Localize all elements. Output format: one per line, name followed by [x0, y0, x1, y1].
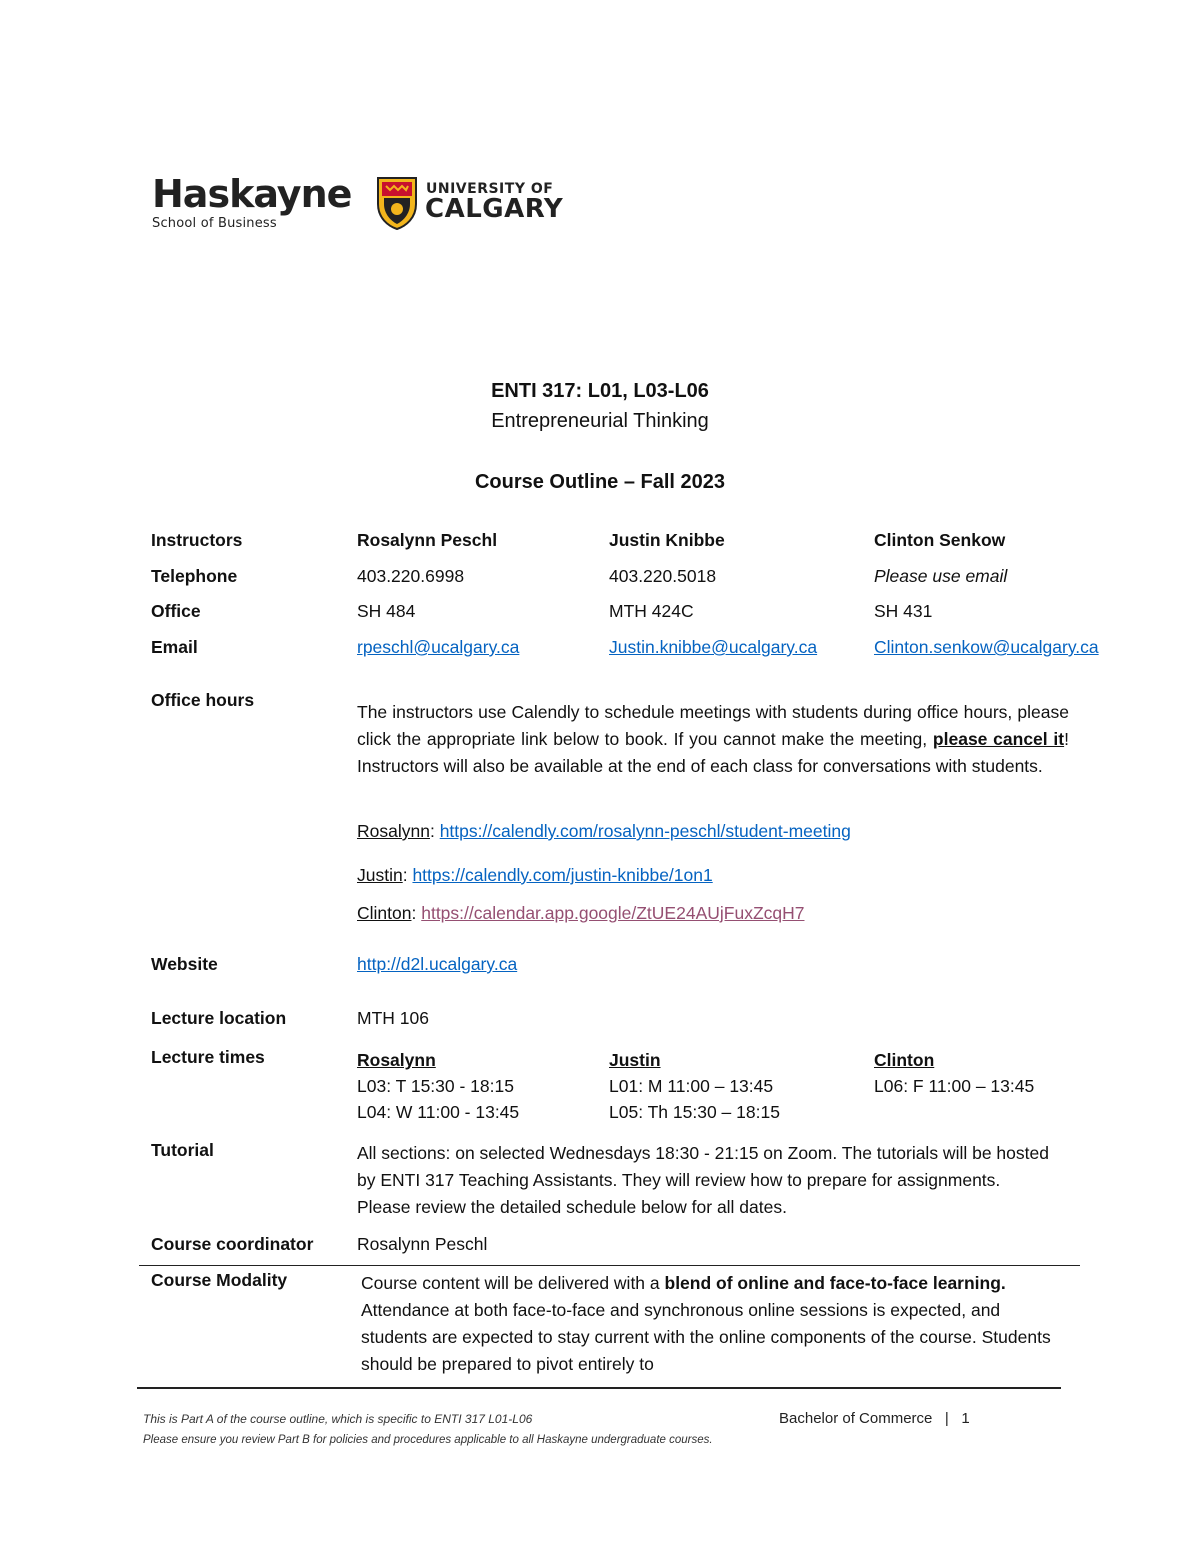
telephone-value: 403.220.5018 — [609, 566, 717, 586]
email-link[interactable]: Clinton.senkow@ucalgary.ca — [874, 637, 1099, 657]
uofc-line2: CALGARY — [425, 194, 564, 224]
course-coordinator-value: Rosalynn Peschl — [357, 1234, 488, 1254]
course-code: ENTI 317: L01, L03-L06 — [491, 380, 709, 402]
instructors-label: Instructors — [151, 530, 243, 550]
footer-page-info — [779, 1410, 970, 1427]
telephone-value: Please use email — [874, 566, 1008, 586]
title-block — [0, 376, 1200, 497]
lecture-slot: L04: W 11:00 - 13:45 — [357, 1102, 520, 1122]
university-of-calgary-logo — [376, 176, 586, 236]
website-link[interactable]: http://d2l.ucalgary.ca — [357, 954, 518, 974]
uofc-line1: UNIVERSITY OF — [426, 181, 554, 197]
instructor-name: Clinton Senkow — [874, 530, 1006, 550]
lecture-times-col — [609, 1047, 780, 1125]
calendly-link[interactable]: https://calendly.com/justin-knibbe/1on1 — [412, 865, 713, 885]
lecture-times-label: Lecture times — [151, 1047, 265, 1067]
office-label: Office — [151, 601, 201, 621]
haskayne-logo — [152, 172, 351, 231]
tutorial-text: All sections: on selected Wednesdays 18:30 - 21:15 on Zoom. The tutorials will be hosted by ENTI 317 Teaching Assistants. They will review how to prepare for assignments. Please review the detailed schedule below for all dates. — [357, 1143, 1049, 1217]
office-hours-label: Office hours — [151, 690, 255, 710]
link-name: Justin — [357, 865, 403, 885]
outline-title: Course Outline – Fall 2023 — [474, 471, 726, 493]
email-link[interactable]: rpeschl@ucalgary.ca — [357, 637, 520, 657]
course-coordinator-label: Course coordinator — [151, 1234, 314, 1254]
telephone-value: 403.220.6998 — [357, 566, 465, 586]
footer-note: Please ensure you review Part B for policies and procedures applicable to all Haskayne undergraduate courses. — [143, 1434, 713, 1446]
link-name: Rosalynn — [357, 821, 430, 841]
haskayne-wordmark: Haskayne — [152, 172, 352, 216]
office-hours-paragraph — [357, 699, 1069, 780]
instructor-name: Justin Knibbe — [609, 530, 725, 550]
google-calendar-link[interactable]: https://calendar.app.google/ZtUE24AUjFuxZcqH7 — [421, 903, 805, 923]
office-hours-text: The instructors use Calendly to schedule meetings with students during office hours, please click the appropriate link below to book. If you cannot make the meeting, — [357, 702, 1069, 749]
office-value: MTH 424C — [609, 601, 694, 621]
course-name: Entrepreneurial Thinking — [491, 410, 709, 432]
lecture-slot: L01: M 11:00 – 13:45 — [609, 1076, 774, 1096]
footer-note: This is Part A of the course outline, which is specific to ENTI 317 L01-L06 — [143, 1412, 533, 1426]
email-label: Email — [151, 637, 198, 657]
haskayne-subtitle: School of Business — [152, 216, 277, 231]
footer-separator: | — [944, 1410, 949, 1427]
cancel-emphasis: please cancel it — [932, 729, 1065, 749]
telephone-label: Telephone — [151, 566, 238, 586]
page-number: 1 — [961, 1410, 970, 1427]
lecture-instructor: Rosalynn — [357, 1050, 436, 1070]
link-name: Clinton — [357, 903, 412, 923]
crest-icon — [376, 176, 418, 230]
lecture-location-value: MTH 106 — [357, 1008, 429, 1028]
lecture-times-col — [357, 1047, 519, 1125]
table-divider — [139, 1265, 1080, 1266]
office-hours-text: ! Instructors will also be available at the end of each class for conversations with students. — [357, 729, 1069, 776]
modality-text: Course content will be delivered with a — [361, 1273, 665, 1293]
office-value: SH 484 — [357, 601, 416, 621]
lecture-slot: L03: T 15:30 - 18:15 — [357, 1076, 514, 1096]
header-logos — [152, 172, 582, 242]
footer-divider — [137, 1387, 1061, 1389]
email-link[interactable]: Justin.knibbe@ucalgary.ca — [609, 637, 818, 657]
lecture-slot: L06: F 11:00 – 13:45 — [874, 1076, 1035, 1096]
program-name: Bachelor of Commerce — [779, 1410, 933, 1427]
course-modality-label: Course Modality — [151, 1270, 288, 1290]
course-modality-text — [361, 1270, 1051, 1378]
modality-text: Attendance at both face-to-face and synchronous online sessions is expected, and students are expected to stay current with the online components of the course. Students should be prepared to pivot entirely to — [361, 1300, 1051, 1374]
tutorial-label: Tutorial — [151, 1140, 214, 1160]
lecture-instructor: Clinton — [874, 1050, 935, 1070]
website-label: Website — [151, 954, 218, 974]
modality-emphasis: blend of online and face-to-face learning. — [664, 1273, 1006, 1293]
office-value: SH 431 — [874, 601, 933, 621]
lecture-slot: L05: Th 15:30 – 18:15 — [609, 1102, 780, 1122]
calendly-link[interactable]: https://calendly.com/rosalynn-peschl/student-meeting — [439, 821, 851, 841]
lecture-times-col — [874, 1047, 1034, 1099]
lecture-location-label: Lecture location — [151, 1008, 287, 1028]
instructor-name: Rosalynn Peschl — [357, 530, 498, 550]
lecture-instructor: Justin — [609, 1050, 661, 1070]
